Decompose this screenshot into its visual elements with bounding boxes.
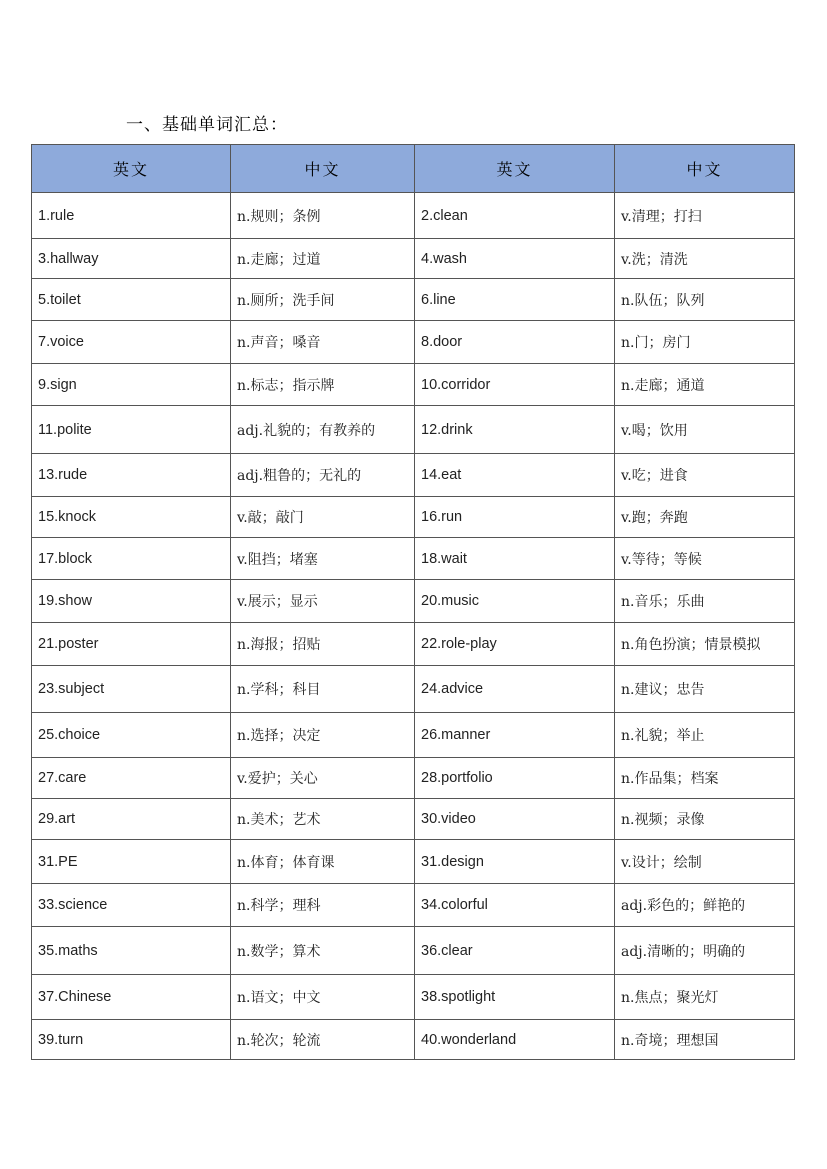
word-chinese: v.吃；进食 [615,454,795,497]
word-chinese: n.走廊；过道 [231,239,415,279]
table-row [32,1020,795,1060]
header-chinese-1: 中文 [231,145,415,193]
word-chinese: n.体育；体育课 [231,840,415,884]
word-english: 5.toilet [32,279,231,321]
table-row [32,666,795,713]
word-english: 20.music [415,580,615,623]
word-english: 40.wonderland [415,1020,615,1060]
word-chinese: v.设计；绘制 [615,840,795,884]
word-chinese: n.门；房门 [615,321,795,364]
word-chinese: n.声音；嗓音 [231,321,415,364]
word-chinese: n.语文；中文 [231,975,415,1020]
word-chinese: v.洗；清洗 [615,239,795,279]
word-english: 31.design [415,840,615,884]
word-english: 22.role-play [415,623,615,666]
word-english: 3.hallway [32,239,231,279]
word-english: 8.door [415,321,615,364]
table-row [32,840,795,884]
word-english: 7.voice [32,321,231,364]
word-english: 4.wash [415,239,615,279]
word-chinese: n.作品集；档案 [615,758,795,799]
word-chinese: n.学科；科目 [231,666,415,713]
word-chinese: v.展示；显示 [231,580,415,623]
table-header-row [32,145,795,193]
word-english: 36.clear [415,927,615,975]
word-chinese: n.焦点；聚光灯 [615,975,795,1020]
word-english: 13.rude [32,454,231,497]
word-english: 16.run [415,497,615,538]
word-chinese: adj.粗鲁的；无礼的 [231,454,415,497]
header-chinese-2: 中文 [615,145,795,193]
word-english: 12.drink [415,406,615,454]
word-chinese: n.礼貌；举止 [615,713,795,758]
table-row [32,364,795,406]
word-chinese: v.敲；敲门 [231,497,415,538]
word-english: 2.clean [415,193,615,239]
word-english: 9.sign [32,364,231,406]
word-english: 23.subject [32,666,231,713]
word-english: 11.polite [32,406,231,454]
word-english: 14.eat [415,454,615,497]
header-english-2: 英文 [415,145,615,193]
header-english-1: 英文 [32,145,231,193]
word-chinese: v.等待；等候 [615,538,795,580]
word-chinese: adj.礼貌的；有教养的 [231,406,415,454]
table-row [32,975,795,1020]
word-english: 29.art [32,799,231,840]
word-english: 35.maths [32,927,231,975]
word-english: 39.turn [32,1020,231,1060]
word-english: 1.rule [32,193,231,239]
vocabulary-table-body [32,193,795,1060]
word-english: 24.advice [415,666,615,713]
word-chinese: n.厕所；洗手间 [231,279,415,321]
table-row [32,713,795,758]
word-chinese: n.美术；艺术 [231,799,415,840]
word-english: 15.knock [32,497,231,538]
word-chinese: n.科学；理科 [231,884,415,927]
word-english: 25.choice [32,713,231,758]
word-chinese: v.跑；奔跑 [615,497,795,538]
word-english: 38.spotlight [415,975,615,1020]
table-row [32,884,795,927]
table-row [32,580,795,623]
word-chinese: v.喝；饮用 [615,406,795,454]
table-row [32,193,795,239]
word-chinese: adj.清晰的；明确的 [615,927,795,975]
word-english: 37.Chinese [32,975,231,1020]
word-chinese: n.走廊；通道 [615,364,795,406]
page-heading: 一、基础单词汇总： [126,115,288,135]
table-row [32,497,795,538]
word-chinese: n.奇境；理想国 [615,1020,795,1060]
table-row [32,239,795,279]
table-row [32,538,795,580]
word-chinese: n.建议；忠告 [615,666,795,713]
table-row [32,758,795,799]
word-chinese: n.数学；算术 [231,927,415,975]
word-english: 6.line [415,279,615,321]
word-english: 28.portfolio [415,758,615,799]
word-english: 30.video [415,799,615,840]
word-english: 27.care [32,758,231,799]
word-chinese: n.海报；招贴 [231,623,415,666]
table-row [32,406,795,454]
table-row [32,279,795,321]
word-english: 31.PE [32,840,231,884]
word-english: 10.corridor [415,364,615,406]
word-english: 26.manner [415,713,615,758]
word-english: 33.science [32,884,231,927]
table-row [32,321,795,364]
word-english: 19.show [32,580,231,623]
word-english: 21.poster [32,623,231,666]
word-chinese: n.标志；指示牌 [231,364,415,406]
word-chinese: n.队伍；队列 [615,279,795,321]
word-chinese: n.轮次；轮流 [231,1020,415,1060]
table-row [32,623,795,666]
word-chinese: v.阻挡；堵塞 [231,538,415,580]
table-row [32,927,795,975]
word-chinese: n.音乐；乐曲 [615,580,795,623]
word-chinese: v.清理；打扫 [615,193,795,239]
word-chinese: n.角色扮演；情景模拟 [615,623,795,666]
vocabulary-table [31,144,795,1060]
word-chinese: adj.彩色的；鲜艳的 [615,884,795,927]
word-chinese: n.视频；录像 [615,799,795,840]
table-row [32,454,795,497]
word-english: 17.block [32,538,231,580]
word-english: 34.colorful [415,884,615,927]
word-english: 18.wait [415,538,615,580]
table-row [32,799,795,840]
word-chinese: v.爱护；关心 [231,758,415,799]
word-chinese: n.选择；决定 [231,713,415,758]
word-chinese: n.规则；条例 [231,193,415,239]
